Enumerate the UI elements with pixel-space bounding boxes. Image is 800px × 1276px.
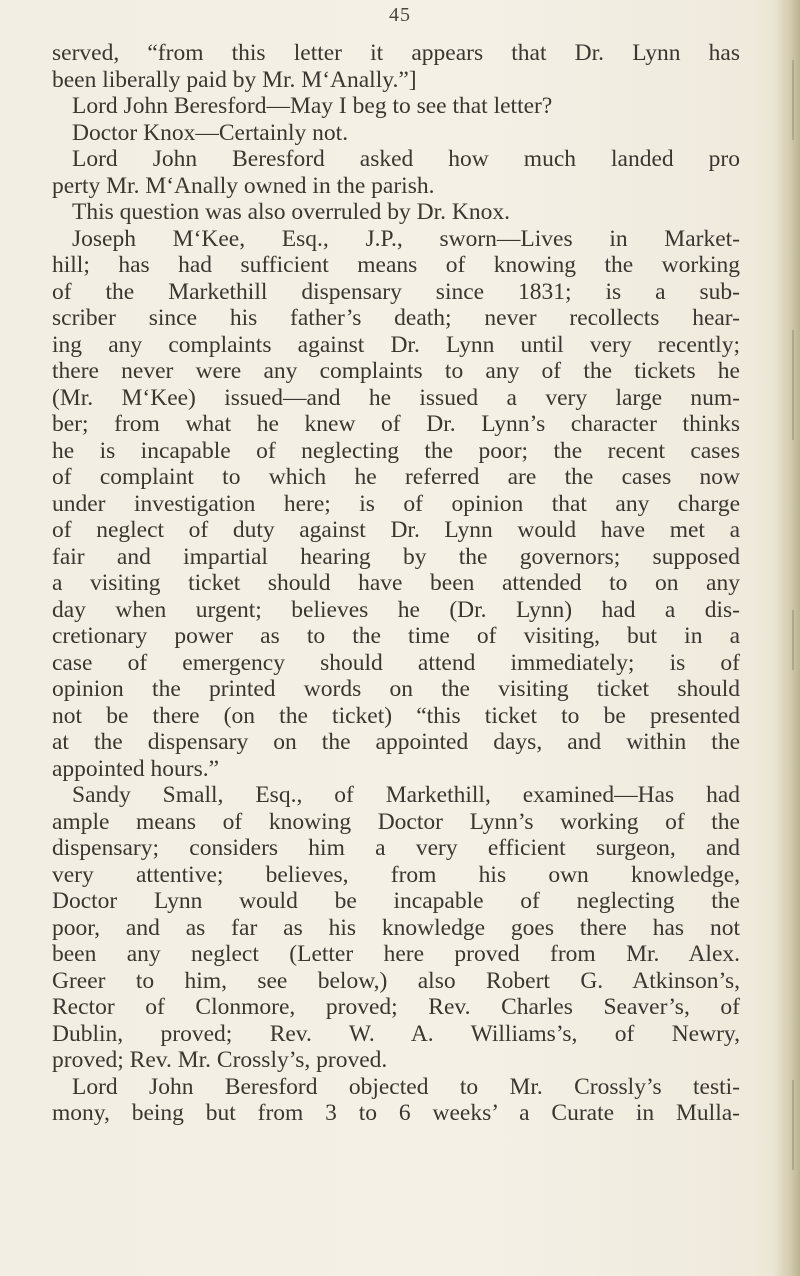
text-line: Rector of Clonmore, proved; Rev. Charles Seaver’s, of <box>52 994 740 1020</box>
text-line: Greer to him, see below,) also Robert G. Atkinson’s, <box>52 967 740 994</box>
text-line: ample means of knowing Doctor Lynn’s working of the <box>52 808 740 835</box>
edge-streak <box>792 1080 794 1170</box>
text-line: there never were any complaints to any of the tickets he <box>52 358 740 384</box>
text-line: Doctor Lynn would be incapable of neglecting the <box>52 888 740 914</box>
text-line: proved; Rev. Mr. Crossly’s, proved. <box>52 1047 388 1073</box>
text-line: Lord John Beresford objected to Mr. Crossly’s testi- <box>72 1073 740 1100</box>
text-line: been liberally paid by Mr. M‘Anally.”] <box>52 66 417 93</box>
text-line: fair and impartial hearing by the governors; supposed <box>52 543 740 570</box>
text-line: perty Mr. M‘Anally owned in the parish. <box>52 172 435 199</box>
body-text <box>52 40 740 1127</box>
text-line: ber; from what he knew of Dr. Lynn’s character thinks <box>52 411 740 437</box>
text-line: opinion the printed words on the visiting ticket should <box>52 676 740 702</box>
text-line: of neglect of duty against Dr. Lynn would have met a <box>52 517 740 543</box>
text-line: Doctor Knox—Certainly not. <box>72 119 349 146</box>
text-line: (Mr. M‘Kee) issued—and he issued a very large num- <box>52 384 740 411</box>
page-edge-shadow <box>774 0 800 1276</box>
text-line: mony, being but from 3 to 6 weeks’ a Curate in Mulla- <box>52 1100 740 1126</box>
text-line: day when urgent; believes he (Dr. Lynn) had a dis- <box>52 596 740 623</box>
text-line: of the Markethill dispensary since 1831; is a sub- <box>52 278 740 305</box>
page-number: 45 <box>389 4 411 26</box>
text-line: Sandy Small, Esq., of Markethill, examined—Has had <box>72 782 740 808</box>
text-line: Joseph M‘Kee, Esq., J.P., sworn—Lives in Market- <box>72 225 740 252</box>
edge-streak <box>792 330 794 440</box>
text-line: under investigation here; is of opinion that any charge <box>52 490 740 517</box>
text-line: case of emergency should attend immediately; is of <box>52 649 740 676</box>
edge-streak <box>792 610 794 670</box>
text-line: Lord John Beresford—May I beg to see that letter? <box>72 93 553 119</box>
text-line: very attentive; believes, from his own knowledge, <box>52 861 740 888</box>
text-line: poor, and as far as his knowledge goes there has not <box>52 914 740 941</box>
text-line: at the dispensary on the appointed days, and within the <box>52 729 740 755</box>
text-line: ing any complaints against Dr. Lynn until very recently; <box>52 331 740 358</box>
text-line: appointed hours.” <box>52 755 220 782</box>
text-line: of complaint to which he referred are the cases now <box>52 464 740 490</box>
edge-streak <box>792 60 794 140</box>
text-line: not be there (on the ticket) “this ticket to be presented <box>52 702 740 729</box>
text-line: he is incapable of neglecting the poor; the recent cases <box>52 437 740 464</box>
text-line: Dublin, proved; Rev. W. A. Williams’s, of Newry, <box>52 1020 740 1047</box>
text-line: Lord John Beresford asked how much landed pro <box>72 146 740 172</box>
text-line: a visiting ticket should have been attended to on any <box>52 570 740 596</box>
text-line: This question was also overruled by Dr. Knox. <box>72 199 510 225</box>
text-line: scriber since his father’s death; never recollects hear- <box>52 305 740 331</box>
text-line: cretionary power as to the time of visiting, but in a <box>52 623 740 649</box>
text-line: hill; has had sufficient means of knowing the working <box>52 252 740 278</box>
text-line: served, “from this letter it appears that Dr. Lynn has <box>52 40 740 66</box>
text-line: dispensary; considers him a very efficient surgeon, and <box>52 835 740 861</box>
text-line: been any neglect (Letter here proved from Mr. Alex. <box>52 941 740 967</box>
